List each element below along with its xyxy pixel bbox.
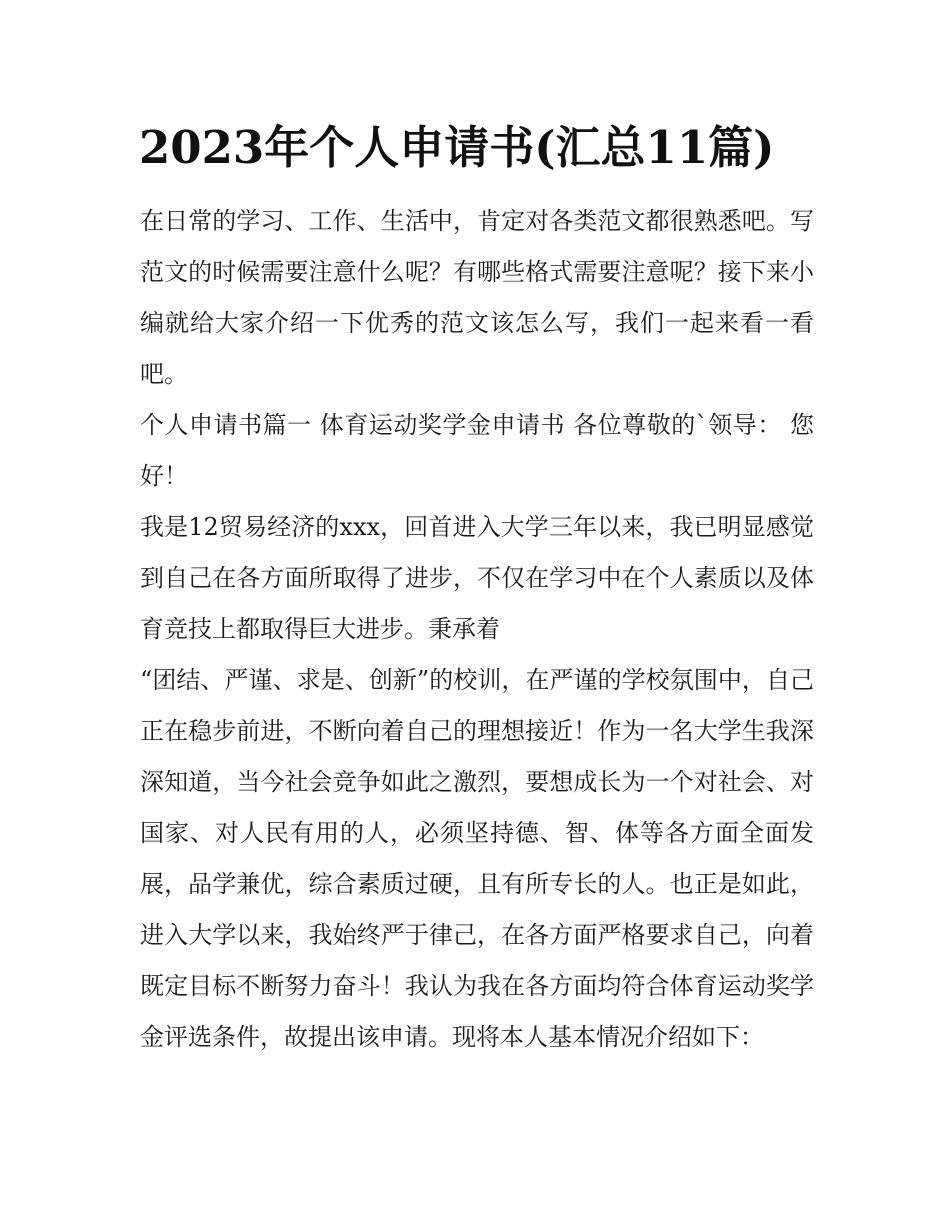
- document-body: [140, 196, 814, 1063]
- intro-paragraph: 在日常的学习、工作、生活中，肯定对各类范文都很熟悉吧。写范文的时候需要注意什么呢？有哪些格式需要注意呢？接下来小编就给大家介绍一下优秀的范文该怎么写，我们一起来看一看吧。: [140, 207, 814, 388]
- self-introduction-paragraph: 我是12贸易经济的xxx，回首进入大学三年以来，我已明显感觉到自己在各方面所取得了进步，不仅在学习中在个人素质以及体育竞技上都取得巨大进步。秉承着: [140, 513, 814, 643]
- page-title: 2023年个人申请书(汇总11篇): [139, 121, 775, 174]
- section-heading-paragraph: 个人申请书篇一 体育运动奖学金申请书 各位尊敬的`领导： 您好！: [140, 411, 814, 490]
- motto-paragraph: “团结、严谨、求是、创新”的校训，在严谨的学校氛围中，自己正在稳步前进，不断向着自己的理想接近！作为一名大学生我深深知道，当今社会竞争如此之激烈，要想成长为一个对社会、对国家、对人民有用的人，必须坚持德、智、体等各方面全面发展，品学兼优，综合素质过硬，且有所专长的人。也正是如此，进入大学以来，我始终严于律己，在各方面严格要求自己，向着既定目标不断努力奋斗！我认为我在各方面均符合体育运动奖学金评选条件，故提出该申请。现将本人基本情况介绍如下：: [140, 666, 814, 1051]
